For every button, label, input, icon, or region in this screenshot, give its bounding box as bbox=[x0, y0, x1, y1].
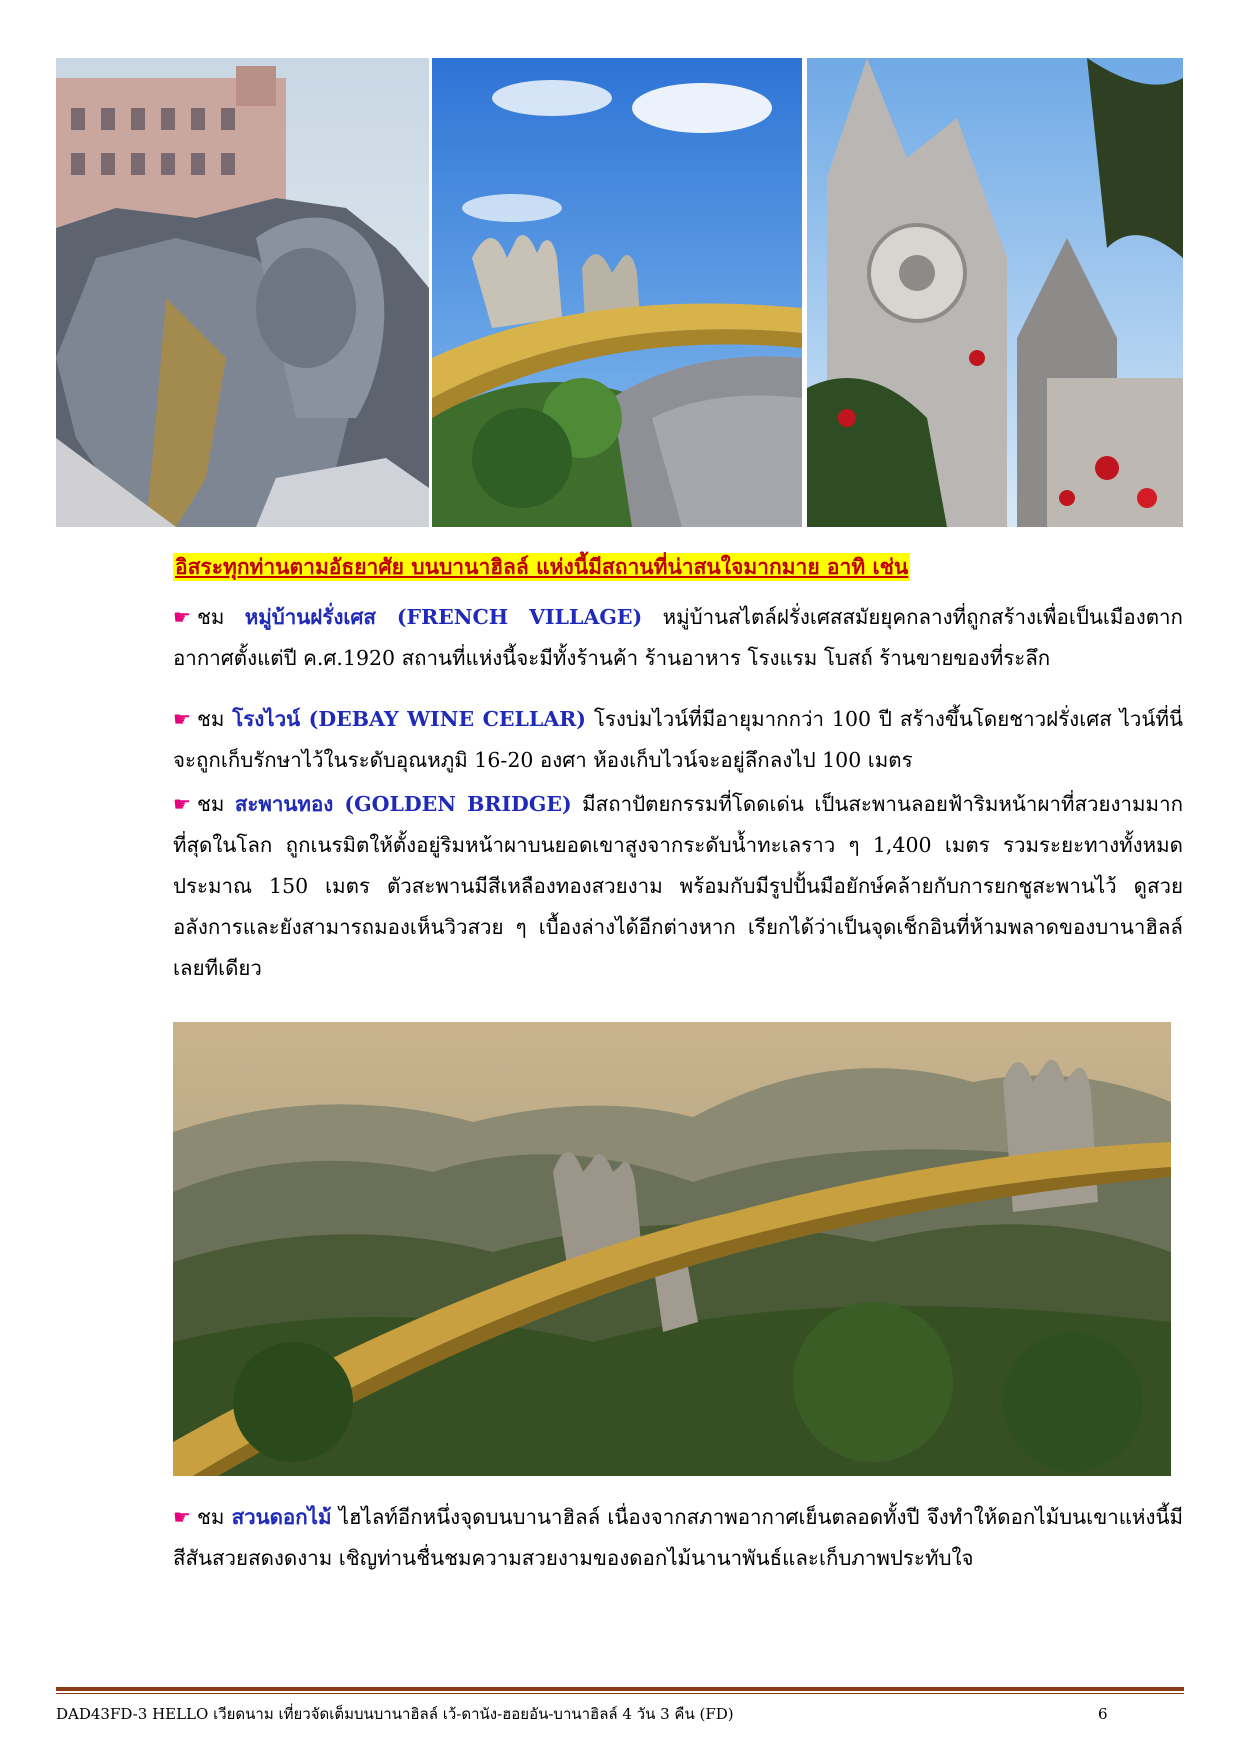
giant-stone-statue-photo bbox=[56, 58, 429, 527]
golden-bridge-panorama-photo bbox=[173, 1022, 1171, 1476]
item-description: หมู่บ้านสไตล์ฝรั่งเศสสมัยยุคกลางที่ถูกสร้างเพื่อเป็นเมืองตากอากาศตั้งแต่ปี ค.ศ.1920 สถานที่แห่งนี้จะมีทั้งร้านค้า ร้านอาหาร โรงแรม โบสถ์ ร้านขายของที่ระลึก bbox=[173, 605, 1183, 670]
golden-bridge-hands-photo bbox=[432, 58, 802, 527]
item-title: สะพานทอง (GOLDEN BRIDGE) bbox=[234, 792, 572, 816]
item-title: หมู่บ้านฝรั่งเศส (FRENCH VILLAGE) bbox=[244, 605, 643, 629]
item-prefix: ชม bbox=[196, 792, 225, 816]
item-title: โรงไวน์ (DEBAY WINE CELLAR) bbox=[232, 707, 586, 731]
item-prefix: ชม bbox=[196, 707, 225, 731]
pointing-hand-icon: ☛ bbox=[173, 1505, 191, 1529]
pointing-hand-icon: ☛ bbox=[173, 792, 191, 816]
wine-cellar-item bbox=[173, 699, 1183, 781]
flower-garden-item bbox=[173, 1497, 1183, 1579]
page-number: 6 bbox=[1098, 1705, 1108, 1723]
item-description: ไฮไลท์อีกหนึ่งจุดบนบานาฮิลล์ เนื่องจากสภาพอากาศเย็นตลอดทั้งปี จึงทำให้ดอกไม้บนเขาแห่งนี้มีสีสันสวยสดงดงาม เชิญท่านชื่นชมความสวยงามของดอกไม้นานาพันธ์และเก็บภาพประทับใจ bbox=[173, 1505, 1183, 1570]
item-prefix: ชม bbox=[196, 605, 225, 629]
pointing-hand-icon: ☛ bbox=[173, 707, 191, 731]
intro-heading: อิสระทุกท่านตามอัธยาศัย บนบานาฮิลล์ แห่งนี้มีสถานที่น่าสนใจมากมาย อาทิ เช่น bbox=[175, 554, 909, 579]
item-description: มีสถาปัตยกรรมที่โดดเด่น เป็นสะพานลอยฟ้าริมหน้าผาที่สวยงามมากที่สุดในโลก ถูกเนรมิตให้ตั้งอยู่ริมหน้าผาบนยอดเขาสูงจากระดับน้ำทะเลราว ๆ 1,400 เมตร รวมระยะทางทั้งหมดประมาณ 150 เมตร ตัวสะพานมีสีเหลืองทองสวยงาม พร้อมกับมีรูปปั้นมือยักษ์คล้ายกับการยกชูสะพานไว้ ดูสวยอลังการและยังสามารถมองเห็นวิวสวย ๆ เบื้องล่างได้อีกต่างหาก เรียกได้ว่าเป็นจุดเช็กอินที่ห้ามพลาดของบานาฮิลล์เลยทีเดียว bbox=[173, 792, 1183, 980]
french-village-item bbox=[173, 597, 1183, 679]
item-description: โรงบ่มไวน์ที่มีอายุมากกว่า 100 ปี สร้างขึ้นโดยชาวฝรั่งเศส ไวน์ที่นี่จะถูกเก็บรักษาไว้ในระดับอุณหภูมิ 16-20 องศา ห้องเก็บไวน์จะอยู่ลึกลงไป 100 เมตร bbox=[173, 707, 1183, 772]
footer-rule bbox=[56, 1687, 1184, 1691]
golden-bridge-item bbox=[173, 784, 1183, 989]
item-prefix: ชม bbox=[196, 1505, 225, 1529]
footer-text: DAD43FD-3 HELLO เวียดนาม เที่ยวจัดเต็มบนบานาฮิลล์ เว้-ดานัง-ฮอยอัน-บานาฮิลล์ 4 วัน 3 คืน (FD) bbox=[56, 1705, 734, 1723]
french-cathedral-photo bbox=[807, 58, 1183, 527]
item-title: สวนดอกไม้ bbox=[231, 1505, 332, 1529]
pointing-hand-icon: ☛ bbox=[173, 605, 191, 629]
footer-rule-thin bbox=[56, 1693, 1184, 1694]
